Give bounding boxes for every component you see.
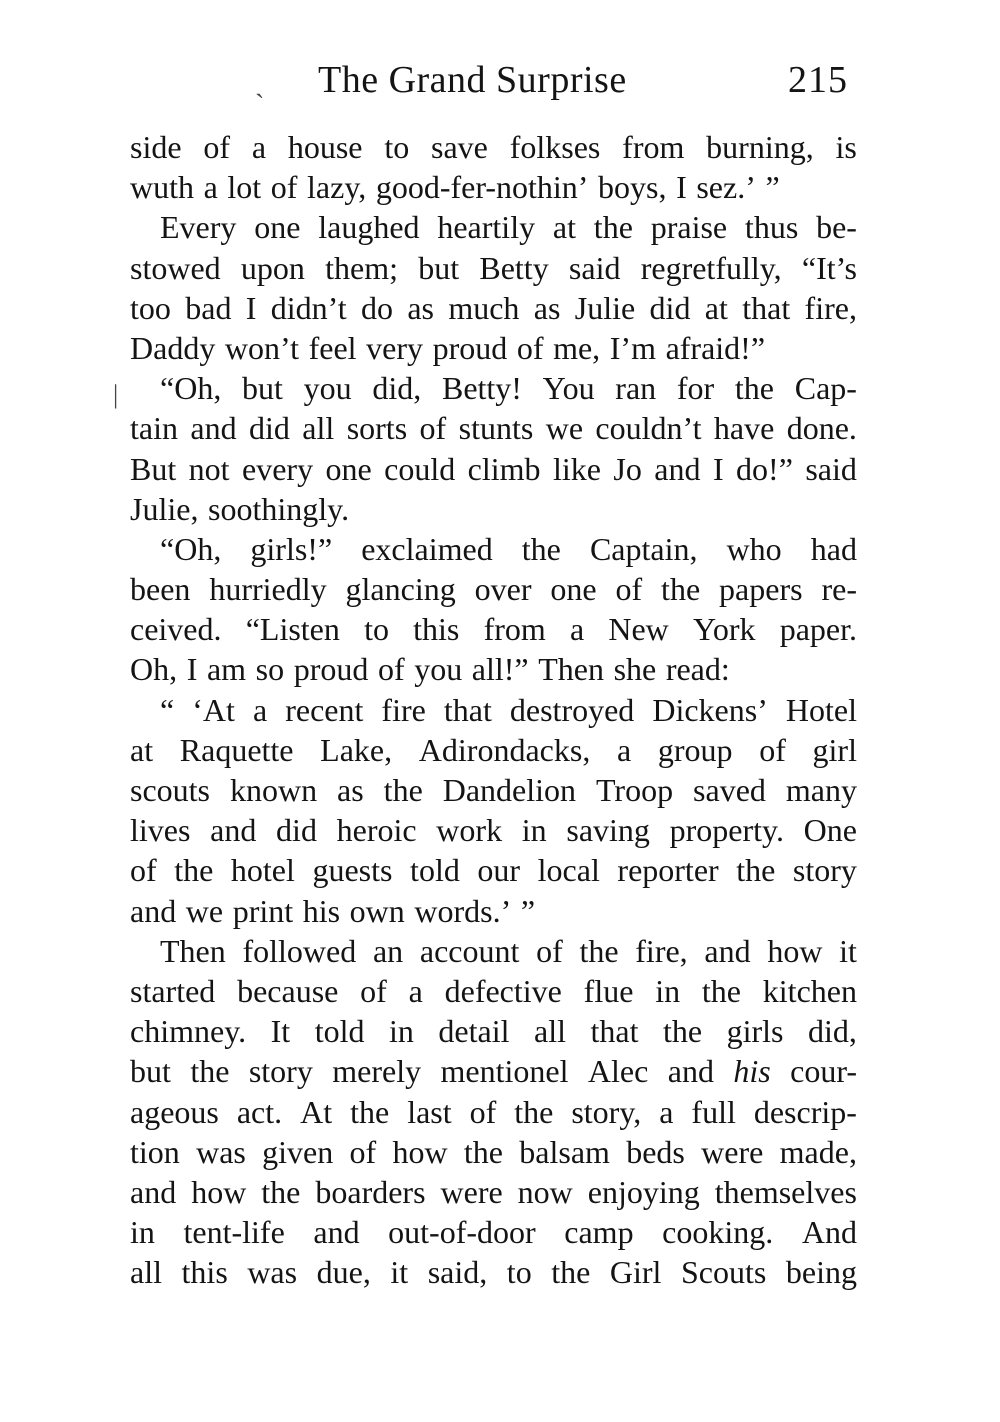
text-line: ceived. “Listen to this from a New York paper.: [130, 611, 857, 648]
body-text: [130, 127, 857, 1292]
text-line: “Oh, girls!” exclaimed the Captain, who had: [160, 530, 857, 567]
text-line: and we print his own words.’ ”: [130, 892, 536, 929]
text-line: started because of a defective flue in the kitchen: [130, 972, 857, 1009]
text-line: side of a house to save folkses from burning, is: [130, 129, 857, 165]
text-line: of the hotel guests told our local reporter the story: [130, 852, 857, 889]
text-line: But not every one could climb like Jo and I do!” said: [130, 450, 857, 487]
text-line: ageous act. At the last of the story, a full descrip-: [130, 1093, 857, 1130]
text-line: lives and did heroic work in saving property. One: [130, 812, 857, 849]
text-line: chimney. It told in detail all that the girls did,: [130, 1013, 857, 1050]
text-line: Then followed an account of the fire, and how it: [160, 932, 857, 969]
text-line: at Raquette Lake, Adirondacks, a group of girl: [130, 731, 857, 768]
text-line: in tent-life and out-of-door camp cooking. And: [130, 1214, 857, 1251]
margin-mark: |: [113, 380, 119, 409]
text-line: “ ‘At a recent fire that destroyed Dickens’ Hotel: [160, 691, 857, 728]
page-number: 215: [788, 59, 848, 101]
text-line: scouts known as the Dandelion Troop saved many: [130, 772, 857, 808]
text-line: Every one laughed heartily at the praise thus be-: [160, 209, 857, 246]
text-line: tion was given of how the balsam beds were made,: [130, 1133, 857, 1170]
text-line: Julie, soothingly.: [130, 490, 350, 527]
text-line: wuth a lot of lazy, good-fer-nothin’ boys, I sez.’ ”: [130, 169, 780, 206]
text-line: but the story merely mentionel Alec and his cour-: [130, 1053, 857, 1090]
text-line: too bad I didn’t do as much as Julie did at that fire,: [130, 289, 857, 326]
running-header: [0, 58, 1000, 108]
text-line: all this was due, it said, to the Girl Scouts being: [130, 1254, 857, 1291]
text-line: “Oh, but you did, Betty! You ran for the Cap-: [160, 370, 857, 407]
text-line: stowed upon them; but Betty said regretfully, “It’s: [130, 249, 857, 286]
text-line: Daddy won’t feel very proud of me, I’m afraid!”: [130, 329, 766, 366]
chapter-title: The Grand Surprise: [318, 59, 627, 101]
text-line: Oh, I am so proud of you all!” Then she read:: [130, 651, 730, 688]
text-line: been hurriedly glancing over one of the papers re-: [130, 571, 857, 608]
text-line: tain and did all sorts of stunts we couldn’t have done.: [130, 410, 857, 447]
print-mark: ˎ: [255, 68, 265, 99]
text-line: and how the boarders were now enjoying themselves: [130, 1173, 857, 1210]
